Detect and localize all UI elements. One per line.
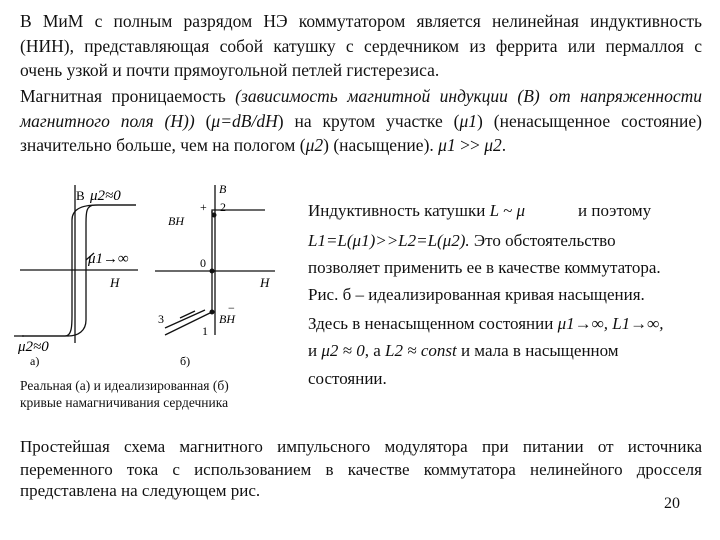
b-label-2: 2 [220,200,226,214]
b-label-BH-bottom: BН [219,312,235,326]
b-label-B: B [219,182,227,196]
a-label-mu2-bottom: μ2≈0 [18,339,49,355]
bottom-line: представлена на следующем рис. [20,481,261,500]
b-label-H: H [260,275,270,290]
bottom-line: переменного тока с использованием в качестве коммутатора нелинейного дросселя [20,460,702,479]
b-label-plus: + [200,200,207,214]
b-label-1: 1 [202,324,208,338]
b-caption: б) [180,354,191,368]
right-line: Индуктивность катушки L ~ μ [308,201,526,220]
bottom-line: Простейшая схема магнитного импульсного модулятора при питании от источника [20,437,702,456]
right-line: Здесь в ненасыщенном состоянии μ1→∞, L1→∞, [308,314,664,333]
permeability-line: Магнитная проницаемость (зависимость магнитной индукции (В) от напряженности [20,86,702,106]
right-line: Рис. б – идеализированная кривая насыщения. [308,285,645,304]
right-line: и поэтому [578,201,652,220]
permeability-line: магнитного поля (Н)) (μ=dB/dH) на крутом участке (μ1) (ненасыщенное состояние) [20,111,702,131]
b-label-3: 3 [158,312,164,326]
permeability-line: значительно больше, чем на пологом (μ2) (насыщение). μ1 >> μ2. [20,135,507,155]
b-label-minus: − [228,301,235,315]
magnetization-figure [0,175,300,375]
page-number: 20 [664,495,680,512]
b-label-0: 0 [200,256,206,270]
right-line: L1=L(μ1)>>L2=L(μ2). Это обстоятельство [308,231,616,250]
a-caption: а) [30,354,40,368]
figure-caption-line: кривые намагничивания сердечника [20,395,229,410]
intro-line: В МиМ с полным разрядом НЭ коммутатором является нелинейная индуктивность [20,11,702,31]
a-label-mu1: μ1→∞ [88,251,129,267]
b-label-BH-top: BН [168,214,184,228]
intro-line: очень узкой и почти прямоугольной петлей гистерезиса. [20,60,440,80]
a-label-H: H [110,275,120,290]
a-label-B: B [76,188,85,203]
figure-caption-line: Реальная (а) и идеализированная (б) [20,378,229,393]
intro-line: (НИН), представляющая собой катушку с сердечником из феррита или пермаллоя с [20,36,702,56]
right-line: позволяет применить ее в качестве коммутатора. [308,258,661,277]
right-line: и μ2 ≈ 0, а L2 ≈ const и мала в насыщенном [308,341,619,360]
a-label-mu2-top: μ2≈0 [90,188,121,204]
right-line: состоянии. [308,369,387,388]
